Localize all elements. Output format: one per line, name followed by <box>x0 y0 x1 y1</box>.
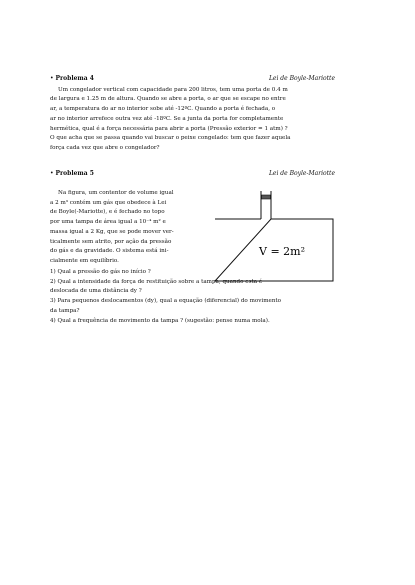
text-line: cialmente em equilíbrio. <box>50 257 119 264</box>
bullet-icon: • <box>50 170 54 177</box>
text-line: por uma tampa de área igual a 10⁻⁴ m² e <box>50 219 166 226</box>
lid-piston <box>262 195 271 199</box>
question-2: 2) Qual a intensidade da força de restituição sobre a tampa, quando esta é <box>50 278 263 285</box>
text-line: ar, a temperatura do ar no interior sobe até -12ºC. Quando a porta é fechada, o <box>50 106 276 113</box>
bullet-icon: • <box>50 75 54 82</box>
problem-5-section <box>50 169 335 339</box>
text-line: ticalmente sem atrito, por ação da pressão <box>50 238 172 245</box>
text-line: O que acha que se passa quando vai buscar o peixe congelado: tem que fazer aquela <box>50 135 291 142</box>
text-line: a 2 m³ contém um gás que obedece à Lei <box>50 199 167 206</box>
question-3-cont: da tampa? <box>50 307 80 314</box>
problem-4-title-wrap <box>50 74 94 84</box>
problem-4-text <box>50 86 335 154</box>
volume-label: V = 2m² <box>259 245 305 258</box>
problem-5-text <box>50 189 200 267</box>
question-1: 1) Qual a pressão do gás no início ? <box>50 269 151 275</box>
problem-5-law: Lei de Boyle-Mariotte <box>268 170 335 177</box>
text-line: Na figura, um contentor de volume igual <box>58 190 174 196</box>
problem-4-title: Problema 4 <box>55 75 94 82</box>
text-line: de Boyle(-Mariotte), e é fechado no topo <box>50 209 165 216</box>
question-3: 3) Para pequenos deslocamentos (dy), qual a equação (diferencial) do movimento <box>50 298 282 305</box>
text-line: massa igual a 2 Kg, que se pode mover ver- <box>50 228 174 235</box>
question-4: 4) Qual a frequência de movimento da tampa ? (sugestão: pense numa mola). <box>50 317 270 324</box>
text-line: do gás e da gravidade. O sistema está ini- <box>50 248 169 255</box>
problem-5-title: Problema 5 <box>55 170 94 177</box>
text-line: ar no interior arrefece outra vez até -18ºC. Se a junta da porta for completamente <box>50 115 284 122</box>
problem-5-questions <box>50 268 335 326</box>
problem-5-header <box>50 169 335 179</box>
problem-4-law: Lei de Boyle-Mariotte <box>268 75 335 82</box>
problem-4-section <box>50 74 335 154</box>
problem-5-title-wrap <box>50 169 94 179</box>
text-line: força cada vez que abre o congelador? <box>50 144 160 151</box>
question-2-cont: deslocada de uma distância dy ? <box>50 288 142 295</box>
text-line: de largura e 1.25 m de altura. Quando se abre a porta, o ar que se escape no entre <box>50 96 286 103</box>
text-line: hermética, qual é a força necessária para abrir a porta (Pressão exterior = 1 atm) ? <box>50 125 288 132</box>
problem-4-header <box>50 74 335 84</box>
text-line: Um congelador vertical com capacidade para 200 litros, tem uma porta de 0.4 m <box>58 86 288 93</box>
